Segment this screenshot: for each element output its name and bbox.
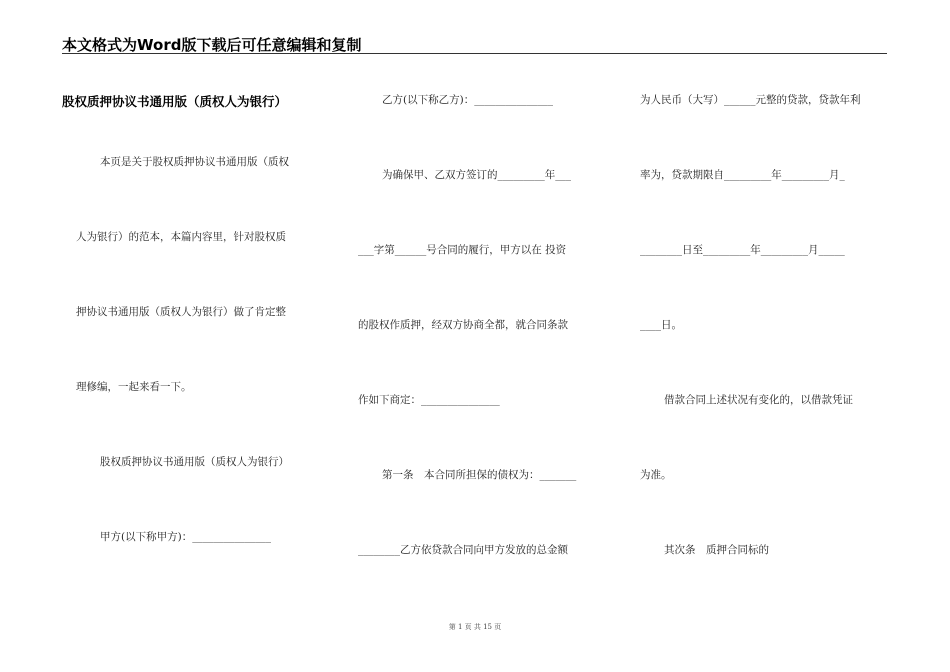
paragraph-line: ________乙方依贷款合同向甲方发放的总金额 bbox=[358, 544, 568, 556]
paragraph-line: 作如下商定：_______________ bbox=[358, 394, 500, 406]
document-banner: 本文格式为Word版下载后可任意编辑和复制 bbox=[62, 36, 362, 54]
paragraph-line: 为人民币（大写）______元整的贷款，贷款年利 bbox=[640, 94, 861, 106]
paragraph-line: 其次条 质押合同标的 bbox=[664, 544, 769, 556]
paragraph-line: ____日。 bbox=[640, 319, 682, 331]
paragraph-line: 乙方(以下称乙方)：_______________ bbox=[382, 94, 553, 106]
paragraph-line: 股权质押协议书通用版（质权人为银行） bbox=[100, 456, 289, 468]
paragraph-line: ________日至_________年_________月_____ bbox=[640, 244, 845, 256]
paragraph-line: 人为银行）的范本，本篇内容里，针对股权质 bbox=[76, 231, 286, 243]
paragraph-line: 借款合同上述状况有变化的，以借款凭证 bbox=[664, 394, 853, 406]
document-title: 股权质押协议书通用版（质权人为银行） bbox=[62, 94, 288, 109]
paragraph-line: 理修编，一起来看一下。 bbox=[76, 381, 192, 393]
paragraph-line: 本页是关于股权质押协议书通用版（质权 bbox=[100, 156, 289, 168]
page-number: 第 1 页 共 15 页 bbox=[448, 623, 502, 631]
paragraph-line: 甲方(以下称甲方)：_______________ bbox=[100, 531, 271, 543]
paragraph-line: 为确保甲、乙双方签订的_________年___ bbox=[382, 169, 571, 181]
paragraph-line: 第一条 本合同所担保的债权为：_______ bbox=[382, 469, 577, 481]
header-divider bbox=[62, 53, 887, 54]
paragraph-line: 押协议书通用版（质权人为银行）做了肯定整 bbox=[76, 306, 286, 318]
paragraph-line: 为准。 bbox=[640, 469, 672, 481]
paragraph-line: ___字第______号合同的履行，甲方以在 投资 bbox=[358, 244, 567, 256]
paragraph-line: 的股权作质押，经双方协商全都，就合同条款 bbox=[358, 319, 568, 331]
paragraph-line: 率为，贷款期限自_________年_________月_ bbox=[640, 169, 845, 181]
